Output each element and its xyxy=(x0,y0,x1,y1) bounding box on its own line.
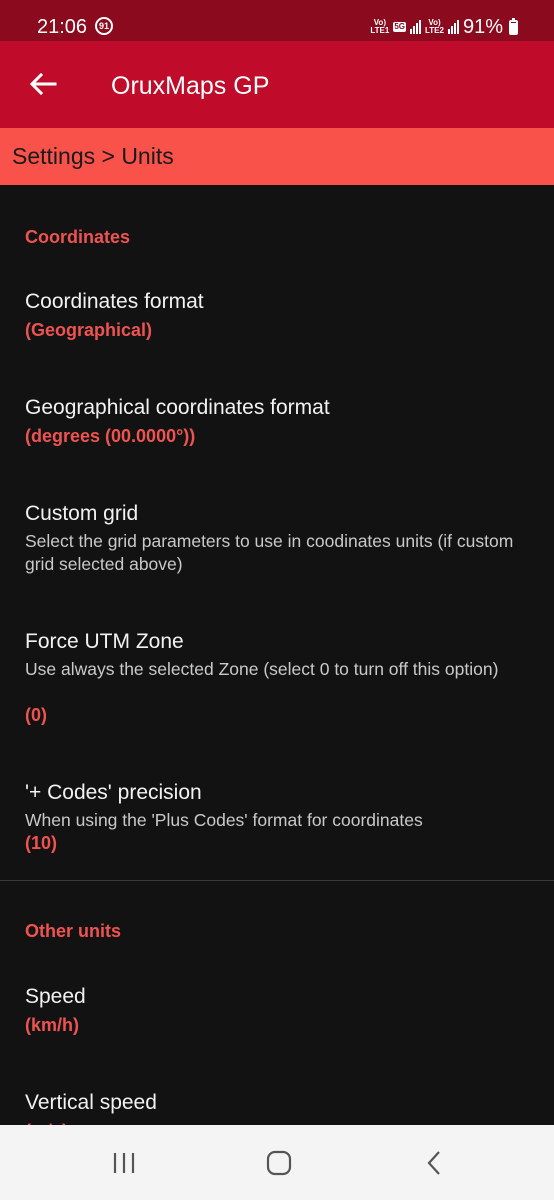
pref-title: Geographical coordinates format xyxy=(25,396,330,419)
pref-coordinates-format[interactable] xyxy=(0,273,554,363)
pref-value: (10) xyxy=(25,833,58,853)
recents-icon xyxy=(112,1152,136,1174)
pref-custom-grid[interactable] xyxy=(0,485,554,595)
pref-value: (0) xyxy=(25,705,47,725)
section-divider xyxy=(0,880,554,881)
pref-value: (Geographical) xyxy=(25,320,153,340)
nav-back-button[interactable] xyxy=(404,1143,464,1183)
recents-button[interactable] xyxy=(94,1143,154,1183)
status-time: 21:06 xyxy=(37,16,88,38)
system-nav-bar xyxy=(0,1125,554,1200)
pref-title: Custom grid xyxy=(25,502,139,525)
pref-title: Speed xyxy=(25,985,86,1008)
back-button[interactable] xyxy=(18,61,68,107)
pref-title: '+ Codes' precision xyxy=(25,781,202,804)
breadcrumb: Settings > Units xyxy=(0,128,554,185)
pref-speed[interactable] xyxy=(0,968,554,1058)
pref-summary: Select the grid parameters to use in coodinates units (if custom grid selected above) xyxy=(25,531,514,574)
volte1-icon: Vo) LTE1 xyxy=(370,18,390,35)
home-button[interactable] xyxy=(249,1143,309,1183)
category-header-other-units: Other units xyxy=(25,921,122,941)
pref-title: Vertical speed xyxy=(25,1091,157,1114)
volte2-icon: Vo) LTE2 xyxy=(425,18,444,35)
settings-list[interactable] xyxy=(0,185,554,1125)
pref-summary: Use always the selected Zone (select 0 to turn off this option) xyxy=(25,659,499,679)
app-title: OruxMaps GP xyxy=(111,72,270,100)
category-header-coordinates: Coordinates xyxy=(25,227,131,247)
home-icon xyxy=(266,1150,292,1176)
nav-back-icon xyxy=(426,1150,442,1176)
pref-summary: When using the 'Plus Codes' format for coordinates xyxy=(25,810,423,830)
pref-geographical-coordinates-format[interactable] xyxy=(0,379,554,469)
battery-percentage: 91% xyxy=(462,15,503,38)
notification-count-icon: 91 xyxy=(95,17,113,35)
pref-title: Force UTM Zone xyxy=(25,630,184,653)
signal-sim1-icon xyxy=(410,20,421,34)
pref-value: (degrees (00.0000°)) xyxy=(25,426,196,446)
pref-force-utm-zone[interactable] xyxy=(0,613,554,743)
arrow-left-icon xyxy=(30,73,56,95)
pref-value: (km/h) xyxy=(25,1015,79,1035)
battery-icon xyxy=(509,20,518,35)
signal-sim2-icon xyxy=(448,20,459,34)
5g-icon: 5G xyxy=(394,22,405,31)
app-bar xyxy=(0,41,554,128)
status-indicators xyxy=(370,14,518,40)
status-bar xyxy=(0,0,554,41)
pref-title: Coordinates format xyxy=(25,290,204,313)
pref-plus-codes-precision[interactable] xyxy=(0,764,554,874)
